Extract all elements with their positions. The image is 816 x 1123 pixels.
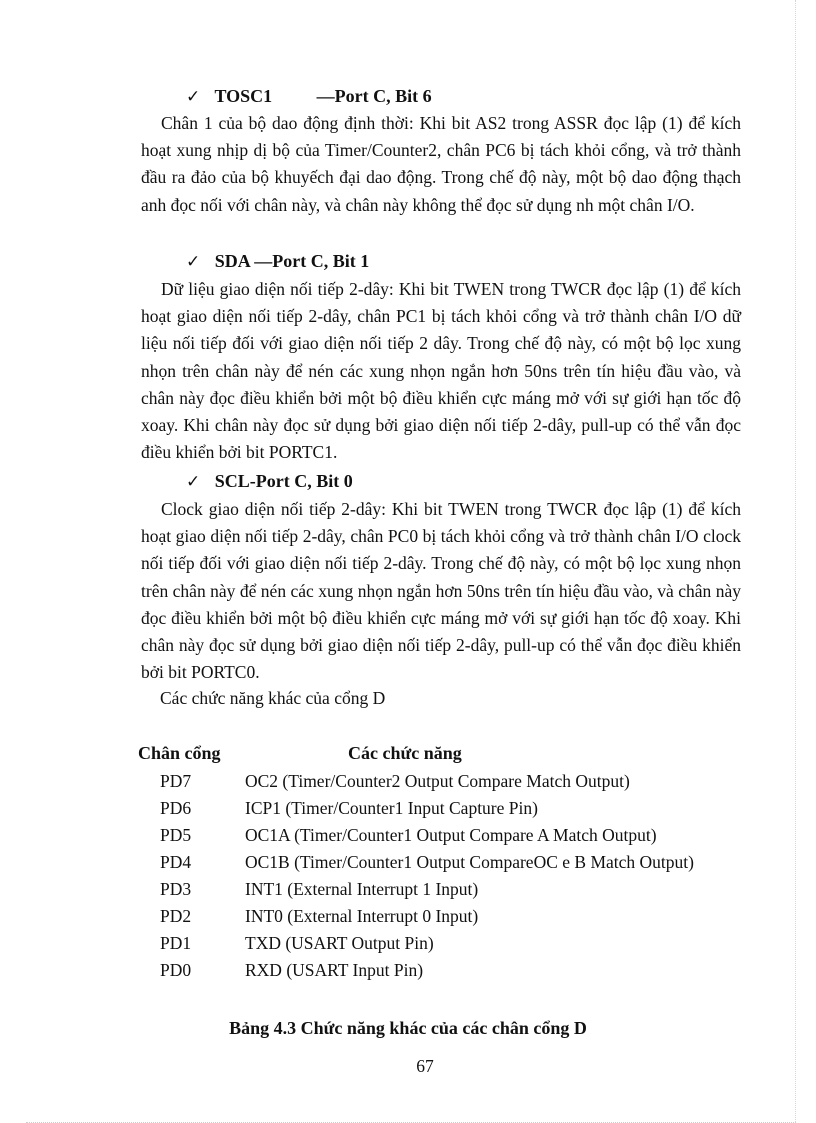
heading-separator: — [316, 86, 335, 106]
checkmark-icon: ✓ [186, 252, 201, 271]
heading-separator: - [249, 471, 256, 491]
heading-pin: SCL [214, 471, 250, 491]
table-cell-function: OC2 (Timer/Counter2 Output Compare Match Output) [245, 771, 630, 791]
checkmark-icon: ✓ [186, 472, 201, 491]
heading-pin: SDA [214, 251, 250, 271]
intro-line: Các chức năng khác của cổng D [160, 688, 386, 708]
table-cell-function: OC1B (Timer/Counter1 Output CompareOC e B Match Output) [245, 852, 694, 872]
table-caption: Bảng 4.3 Chức năng khác của các chân cổng D [229, 1018, 587, 1038]
table-cell-pin: PD4 [160, 852, 192, 872]
table-cell-function: ICP1 (Timer/Counter1 Input Capture Pin) [245, 798, 538, 818]
table-cell-pin: PD7 [160, 771, 192, 791]
table-cell-function: INT0 (External Interrupt 0 Input) [245, 906, 479, 926]
section-paragraph-scl: Clock giao diện nối tiếp 2-dây: Khi bit TWEN trong TWCR đọc lập (1) để kích hoạt giao diện nối tiếp 2-dây, chân PC0 bị tách khỏi cổng và trở thành chân I/O clock nối tiếp đối với giao diện nối tiếp 2-dây. Trong chế độ này, có một bộ lọc xung nhọn trên chân này để nén các xung nhọn ngắn hơn 50ns trên tín hiệu đầu vào, và chân này đọc điều khiển bởi một bộ điều khiển cực máng mở với sự giới hạn tốc độ xoay. Khi chân này đọc sử dụng bởi giao diện nối tiếp 2-dây, pull-up có thể vẫn đọc điều khiển bởi bit PORTC0. [141, 499, 741, 683]
table-cell-pin: PD3 [160, 879, 192, 899]
table-cell-pin: PD2 [160, 906, 192, 926]
table-cell-function: RXD (USART Input Pin) [245, 960, 424, 980]
table-header-pin: Chân cổng [138, 743, 221, 763]
section-heading-sda [186, 251, 369, 272]
heading-port: Port C, Bit 1 [272, 251, 370, 271]
table-cell-pin: PD5 [160, 825, 192, 845]
table-cell-function: TXD (USART Output Pin) [245, 933, 434, 953]
table-cell-pin: PD6 [160, 798, 192, 818]
section-heading-tosc1 [186, 86, 432, 107]
heading-separator: — [254, 251, 273, 271]
table-cell-function: INT1 (External Interrupt 1 Input) [245, 879, 479, 899]
heading-pin: TOSC1 [214, 86, 273, 106]
section-paragraph-tosc1: Chân 1 của bộ dao động định thời: Khi bit AS2 trong ASSR đọc lập (1) để kích hoạt xung nhịp dị bộ của Timer/Counter2, chân PC6 bị tách khỏi cổng, và trở thành đầu ra đảo của bộ khuyếch đại dao động. Trong chế độ này, một bộ dao động thạch anh đọc nối với chân này, và chân này không thể đọc sử dụng nh một chân I/O. [141, 113, 741, 215]
heading-port: Port C, Bit 6 [334, 86, 432, 106]
table-cell-pin: PD1 [160, 933, 192, 953]
page-border-right [795, 0, 796, 1122]
table-header-functions: Các chức năng [348, 743, 462, 763]
section-heading-scl [186, 471, 353, 492]
checkmark-icon: ✓ [186, 87, 201, 106]
section-paragraph-sda: Dữ liệu giao diện nối tiếp 2-dây: Khi bit TWEN trong TWCR đọc lập (1) để kích hoạt giao diện nối tiếp 2-dây, chân PC1 bị tách khỏi cổng và trở thành chân I/O dữ liệu nối tiếp đối với giao diện nối tiếp 2 dây. Trong chế độ này, có một bộ lọc xung nhọn trên chân này để nén các xung nhọn ngắn hơn 50ns trên tín hiệu đầu vào, và chân này đọc điều khiển bởi một bộ điều khiển cực máng mở với sự giới hạn tốc độ xoay. Khi chân này đọc sử dụng bởi giao diện nối tiếp 2-dây, pull-up có thể vẫn đọc điều khiển bởi bit PORTC1. [141, 279, 741, 463]
heading-port: Port C, Bit 0 [255, 471, 353, 491]
page-number: 67 [416, 1056, 434, 1076]
table-cell-function: OC1A (Timer/Counter1 Output Compare A Match Output) [245, 825, 657, 845]
table-cell-pin: PD0 [160, 960, 192, 980]
